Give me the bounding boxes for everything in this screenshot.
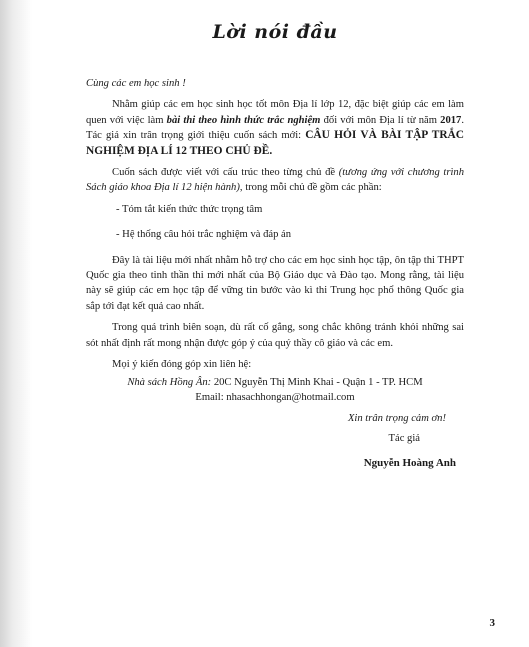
intro-paragraph (86, 97, 464, 159)
page-gutter-shadow (0, 0, 32, 647)
contact-email: Email: nhasachhongan@hotmail.com (195, 391, 355, 403)
thanks-line: Xin trân trọng cảm ơn! (347, 413, 446, 425)
section-list-item: - Hệ thống câu hỏi trắc nghiệm và đáp án (116, 229, 292, 241)
page-number: 3 (489, 617, 495, 629)
intro-emphasis: bài thi theo hình thức trắc nghiệm (166, 114, 321, 126)
page-content (86, 20, 464, 472)
structure-italic: (tương ứng với chương trình Sách giáo khoa Địa lí 12 hiện hành) (86, 167, 464, 194)
author-name: Nguyễn Hoàng Anh (363, 457, 456, 470)
greeting: Cùng các em học sinh ! (86, 78, 186, 89)
structure-text-before: Cuốn sách được viết với cấu trúc theo từng chủ đề (112, 167, 339, 179)
page-title: Lời nói đầu (212, 21, 338, 43)
author-role: Tác giả (388, 432, 420, 444)
structure-text-after: , trong mỗi chủ đề gồm các phần: (239, 182, 382, 194)
intro-text-after: . Tác giả xin trân trọng giới thiệu cuốn sách mới: (86, 114, 464, 142)
purpose-paragraph: Đây là tài liệu mới nhất nhằm hỗ trợ cho các em học sinh học tập, ôn tập thi THPT Quốc gia theo tinh thần thi mới nhất của Bộ Giáo dục và Đào tạo. Mong rằng, tài liệu này sẽ giúp các em học tập để vững tin bước vào kì thi Trung học phổ thông Quốc gia sắp tới đạt kết quả cao nhất. (86, 254, 464, 312)
apology-paragraph: Trong quá trình biên soạn, dù rất cố gắng, song chắc không tránh khỏi những sai sót nhất định rất mong nhận được góp ý của quý thầy cô giáo và các em. (86, 322, 464, 349)
publisher-label: Nhà sách Hồng Ân: (127, 376, 212, 388)
structure-paragraph (86, 165, 464, 196)
publisher-address: 20C Nguyễn Thị Minh Khai - Quận 1 - TP. HCM (211, 376, 423, 388)
section-list-item: - Tóm tắt kiến thức thức trọng tâm (116, 203, 263, 215)
intro-text-middle: đối với môn Địa lí từ năm (320, 114, 441, 126)
intro-year: 2017 (440, 114, 462, 126)
book-title: CÂU HỎI VÀ BÀI TẬP TRẮC NGHIỆM ĐỊA LÍ 12 THEO CHỦ ĐỀ. (86, 129, 464, 157)
contact-address (86, 375, 464, 390)
intro-text-before: Nhằm giúp các em học sinh học tốt môn Địa lí lớp 12, đặc biệt giúp các em làm quen với việc làm (86, 99, 464, 126)
contact-intro: Mọi ý kiến đóng góp xin liên hệ: (112, 359, 252, 371)
section-list (86, 202, 464, 243)
